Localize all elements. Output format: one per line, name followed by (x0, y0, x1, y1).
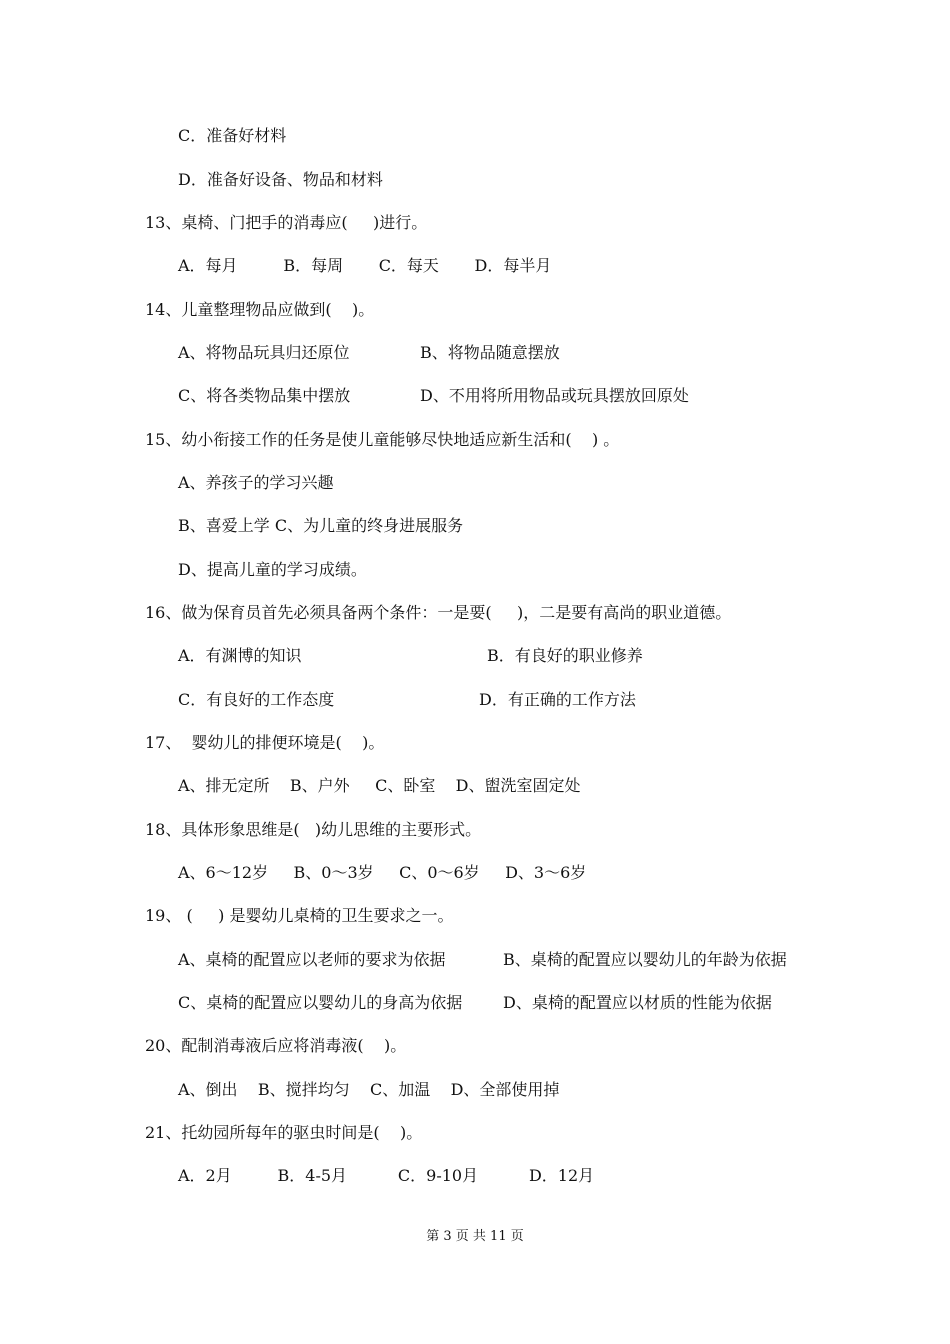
question-17-options: A、排无定所 B、户外 C、卧室 D、盥洗室固定处 (178, 776, 581, 795)
question-19: 19、 ( ) 是婴幼儿桌椅的卫生要求之一。 (145, 906, 454, 925)
question-20: 20、配制消毒液后应将消毒液( )。 (145, 1036, 407, 1055)
question-14-option-b: B、将物品随意摆放 (420, 343, 560, 362)
question-19-option-d: D、桌椅的配置应以材质的性能为依据 (503, 993, 772, 1012)
question-20-options: A、倒出 B、搅拌均匀 C、加温 D、全部使用掉 (178, 1080, 560, 1099)
question-21-options: A．2月 B．4-5月 C．9-10月 D．12月 (178, 1166, 595, 1185)
question-18: 18、具体形象思维是( )幼儿思维的主要形式。 (145, 820, 482, 839)
question-21: 21、托幼园所每年的驱虫时间是( )。 (145, 1123, 423, 1142)
option-d-prev: D．准备好设备、物品和材料 (178, 170, 383, 189)
question-14-option-c: C、将各类物品集中摆放 (178, 386, 351, 405)
question-16-option-c: C．有良好的工作态度 (178, 690, 335, 709)
page-footer: 第 3 页 共 11 页 (426, 1229, 524, 1244)
question-15-option-d: D、提高儿童的学习成绩。 (178, 560, 367, 579)
question-19-option-a: A、桌椅的配置应以老师的要求为依据 (178, 950, 446, 969)
question-14-option-d: D、不用将所用物品或玩具摆放回原处 (420, 386, 689, 405)
option-c-prev: C．准备好材料 (178, 126, 287, 145)
question-16-option-a: A．有渊博的知识 (178, 646, 302, 665)
question-15-option-bc: B、喜爱上学 C、为儿童的终身进展服务 (178, 516, 464, 535)
question-13-options: A．每月 B．每周 C．每天 D．每半月 (178, 256, 552, 275)
question-14: 14、儿童整理物品应做到( )。 (145, 300, 375, 319)
question-13: 13、桌椅、门把手的消毒应( )进行。 (145, 213, 428, 232)
question-14-option-a: A、将物品玩具归还原位 (178, 343, 350, 362)
question-15: 15、幼小衔接工作的任务是使儿童能够尽快地适应新生活和( ) 。 (145, 430, 620, 449)
question-19-option-c: C、桌椅的配置应以婴幼儿的身高为依据 (178, 993, 463, 1012)
question-16-option-d: D．有正确的工作方法 (479, 690, 636, 709)
question-15-option-a: A、养孩子的学习兴趣 (178, 473, 334, 492)
question-16-option-b: B．有良好的职业修养 (487, 646, 643, 665)
question-16: 16、做为保育员首先必须具备两个条件：一是要( )，二是要有高尚的职业道德。 (145, 603, 732, 622)
question-17: 17、 婴幼儿的排便环境是( )。 (145, 733, 385, 752)
question-19-option-b: B、桌椅的配置应以婴幼儿的年龄为依据 (503, 950, 787, 969)
question-18-options: A、6～12岁 B、0～3岁 C、0～6岁 D、3～6岁 (178, 863, 587, 882)
